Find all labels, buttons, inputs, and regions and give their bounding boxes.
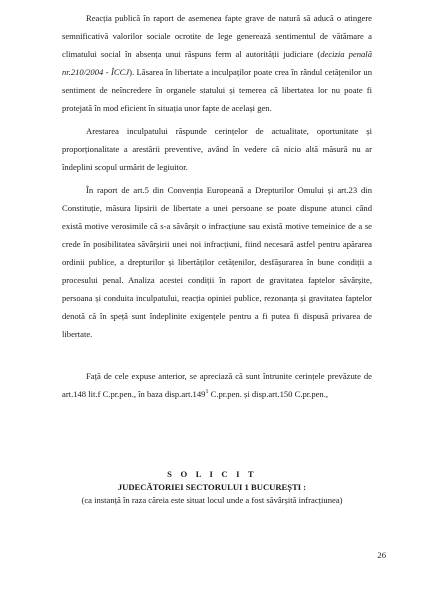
page-number: 26 — [377, 550, 386, 560]
heading-solicit: S O L I C I T — [167, 469, 257, 479]
paragraph-text: C.pr.pen. și disp.art.150 C.pr.pen., — [208, 389, 329, 399]
paragraph-public-reaction — [62, 9, 372, 117]
paragraph-legal-basis: În raport de art.5 din Convenția Europeană a Drepturilor Omului și art.23 din Constituție, măsura lipsirii de libertate a unei persoane se poate dispune atunci când există motive verosimile că s-a săvârșit o infracțiune sau există motive temeinice de a se crede în posibilitatea săvârșirii unei noi infracțiuni, fiind necesară astfel pentru apărarea ordinii publice, a drepturilor și libertăților cetățenilor, desfășurarea în bune condiții a procesului penal. Analiza acestei condiții în raport de gravitatea faptelor săvârșite, persoana și conduita inculpatului, reacția opiniei publice, rezonanța și gravitatea faptelor denotă că în speță sunt îndeplinite exigențele pentru a fi putea fi dispusă privarea de libertate. — [62, 185, 372, 339]
paragraph-text: ). Lăsarea în libertate a inculpaților poate crea în rândul cetățenilor un sentiment de neîncredere în organele statului și temerea că libertatea lor nu poate fi protejată în mod eficient în situația unor fapte de același gen. — [62, 67, 372, 113]
paragraph-text: Reacția publică în raport de asemenea fapte grave de natură să aducă o atingere semnificativă valorilor sociale ocrotite de lege generează sentimentul de vătămare a climatului social în absența unui răspuns ferm al autorității judiciare ( — [62, 13, 372, 59]
heading-subtitle: (ca instanță în raza căreia este situat locul unde a fost săvârșită infracțiunea) — [81, 495, 343, 505]
heading-court: JUDECĂTORIEI SECTORULUI 1 BUCUREȘTI : — [117, 482, 307, 492]
paragraph-text: Față de cele expuse anterior, se apreciază că sunt întrunite cerințele prevăzute de art.148 lit.f C.pr.pen., în baza disp.art.149 — [62, 371, 372, 399]
paragraph-conclusion — [62, 367, 372, 403]
request-heading — [40, 468, 384, 507]
paragraph-arrest-requirements: Arestarea inculpatului răspunde cerințelor de actualitate, oportunitate și proporționalitate a arestării preventive, având în vedere că nicio altă măsură nu ar îndeplini scopul urmărit de legiuitor. — [62, 126, 372, 172]
body-text — [62, 9, 372, 403]
citation: decizia penală nr.210/2004 - ÎCCJ — [62, 49, 372, 77]
superscript: 1 — [205, 389, 209, 396]
